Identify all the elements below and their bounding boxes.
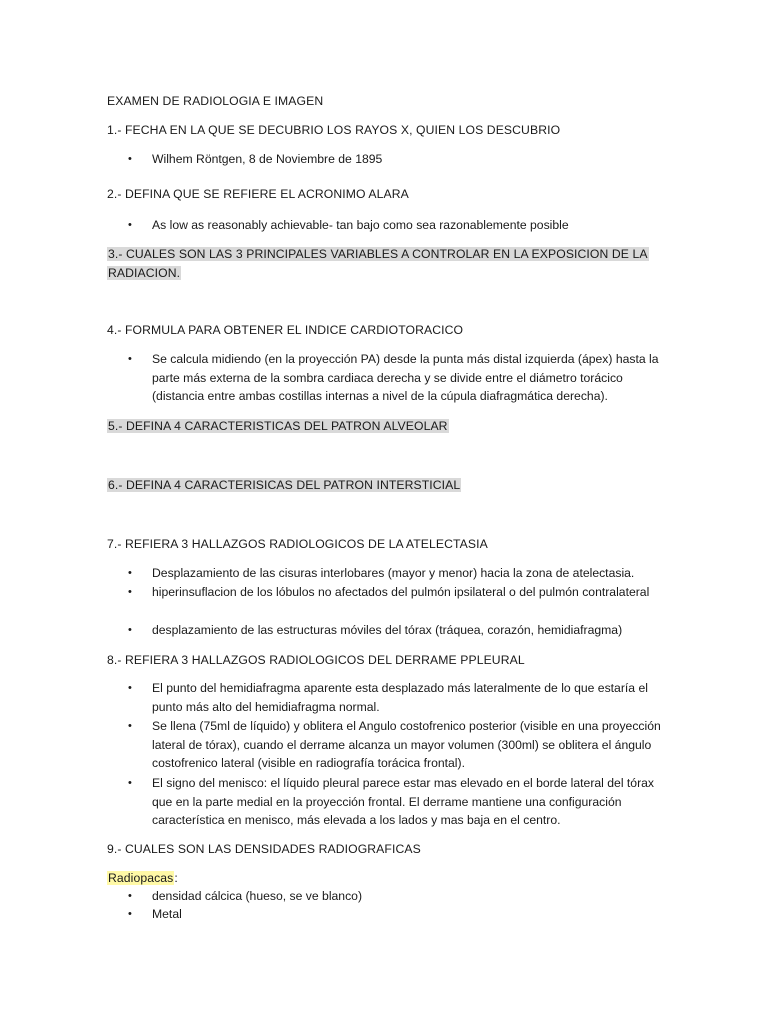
bullet-icon: • xyxy=(128,720,132,732)
subheading-radiopacas xyxy=(107,869,178,887)
answer-text: desplazamiento de las estructuras móviles del tórax (tráquea, corazón, hemidiafragma) xyxy=(152,623,623,637)
answer-text: Wilhem Röntgen, 8 de Noviembre de 1895 xyxy=(152,152,383,166)
question-4: 4.- FORMULA PARA OBTENER EL INDICE CARDIOTORACICO xyxy=(107,323,464,337)
subheading-colon: : xyxy=(174,871,178,885)
answer-text: hiperinsuflacion de los lóbulos no afectados del pulmón ipsilateral o del pulmón contralateral xyxy=(152,585,650,599)
answer-text: As low as reasonably achievable- tan bajo como sea razonablemente posible xyxy=(152,218,569,232)
question-3-line-1 xyxy=(107,245,649,263)
list-item xyxy=(128,717,668,773)
bullet-icon: • xyxy=(128,567,132,579)
bullet-icon: • xyxy=(128,777,132,789)
question-5 xyxy=(107,417,449,435)
list-item xyxy=(128,216,668,235)
list-item xyxy=(128,621,668,640)
list-item xyxy=(128,905,668,924)
bullet-icon: • xyxy=(128,624,132,636)
answer-text: Se llena (75ml de líquido) y oblitera el Angulo costofrenico posterior (visible en una proyección lateral de tórax), cuando el derrame alcanza un mayor volumen (300ml) se oblitera el ángulo costofrenico lateral (visible en radiografía torácica frontal). xyxy=(152,719,661,771)
answer-text: El punto del hemidiafragma aparente esta desplazado más lateralmente de lo que estaría el punto más alto del hemidiafragma normal. xyxy=(152,681,648,714)
yellow-highlight: Radiopacas xyxy=(108,871,174,885)
bullet-icon: • xyxy=(128,908,132,920)
bullet-icon: • xyxy=(128,682,132,694)
list-item xyxy=(128,150,668,169)
question-6 xyxy=(107,476,461,494)
list-item xyxy=(128,350,668,406)
list-item xyxy=(128,564,668,583)
list-item xyxy=(128,887,668,906)
list-item xyxy=(128,583,668,602)
question-3-line-2 xyxy=(107,264,181,282)
answer-text: Metal xyxy=(152,907,182,921)
question-8: 8.- REFIERA 3 HALLAZGOS RADIOLOGICOS DEL DERRAME PPLEURAL xyxy=(107,653,525,667)
answer-text: Se calcula midiendo (en la proyección PA) desde la punta más distal izquierda (ápex) hasta la parte más externa de la sombra cardiaca derecha y se divide entre el diámetro torácico (distancia entre ambas costillas internas a nivel de la cúpula diafragmática derecha). xyxy=(152,352,659,404)
question-7: 7.- REFIERA 3 HALLAZGOS RADIOLOGICOS DE LA ATELECTASIA xyxy=(107,537,488,551)
gray-highlight: RADIACION. xyxy=(108,266,181,280)
bullet-icon: • xyxy=(128,353,132,365)
bullet-icon: • xyxy=(128,890,132,902)
bullet-icon: • xyxy=(128,153,132,165)
gray-highlight: 5.- DEFINA 4 CARACTERISTICAS DEL PATRON ALVEOLAR xyxy=(108,419,448,433)
list-item xyxy=(128,774,668,830)
gray-highlight: 3.- CUALES SON LAS 3 PRINCIPALES VARIABLES A CONTROLAR EN LA EXPOSICION DE LA xyxy=(108,247,648,261)
question-9: 9.- CUALES SON LAS DENSIDADES RADIOGRAFICAS xyxy=(107,842,421,856)
answer-text: densidad cálcica (hueso, se ve blanco) xyxy=(152,889,363,903)
answer-text: El signo del menisco: el líquido pleural parece estar mas elevado en el borde lateral del tórax que en la parte medial en la proyección frontal. El derrame mantiene una configuración característica en menisco, más elevada a los lados y mas baja en el centro. xyxy=(152,776,655,828)
question-2: 2.- DEFINA QUE SE REFIERE EL ACRONIMO ALARA xyxy=(107,187,409,201)
answer-text: Desplazamiento de las cisuras interlobares (mayor y menor) hacia la zona de atelectasia. xyxy=(152,566,635,580)
gray-highlight: 6.- DEFINA 4 CARACTERISICAS DEL PATRON INTERSTICIAL xyxy=(108,478,461,492)
bullet-icon: • xyxy=(128,586,132,598)
list-item xyxy=(128,679,668,716)
document-title: EXAMEN DE RADIOLOGIA E IMAGEN xyxy=(107,94,324,108)
bullet-icon: • xyxy=(128,219,132,231)
question-1: 1.- FECHA EN LA QUE SE DECUBRIO LOS RAYOS X, QUIEN LOS DESCUBRIO xyxy=(107,123,561,137)
